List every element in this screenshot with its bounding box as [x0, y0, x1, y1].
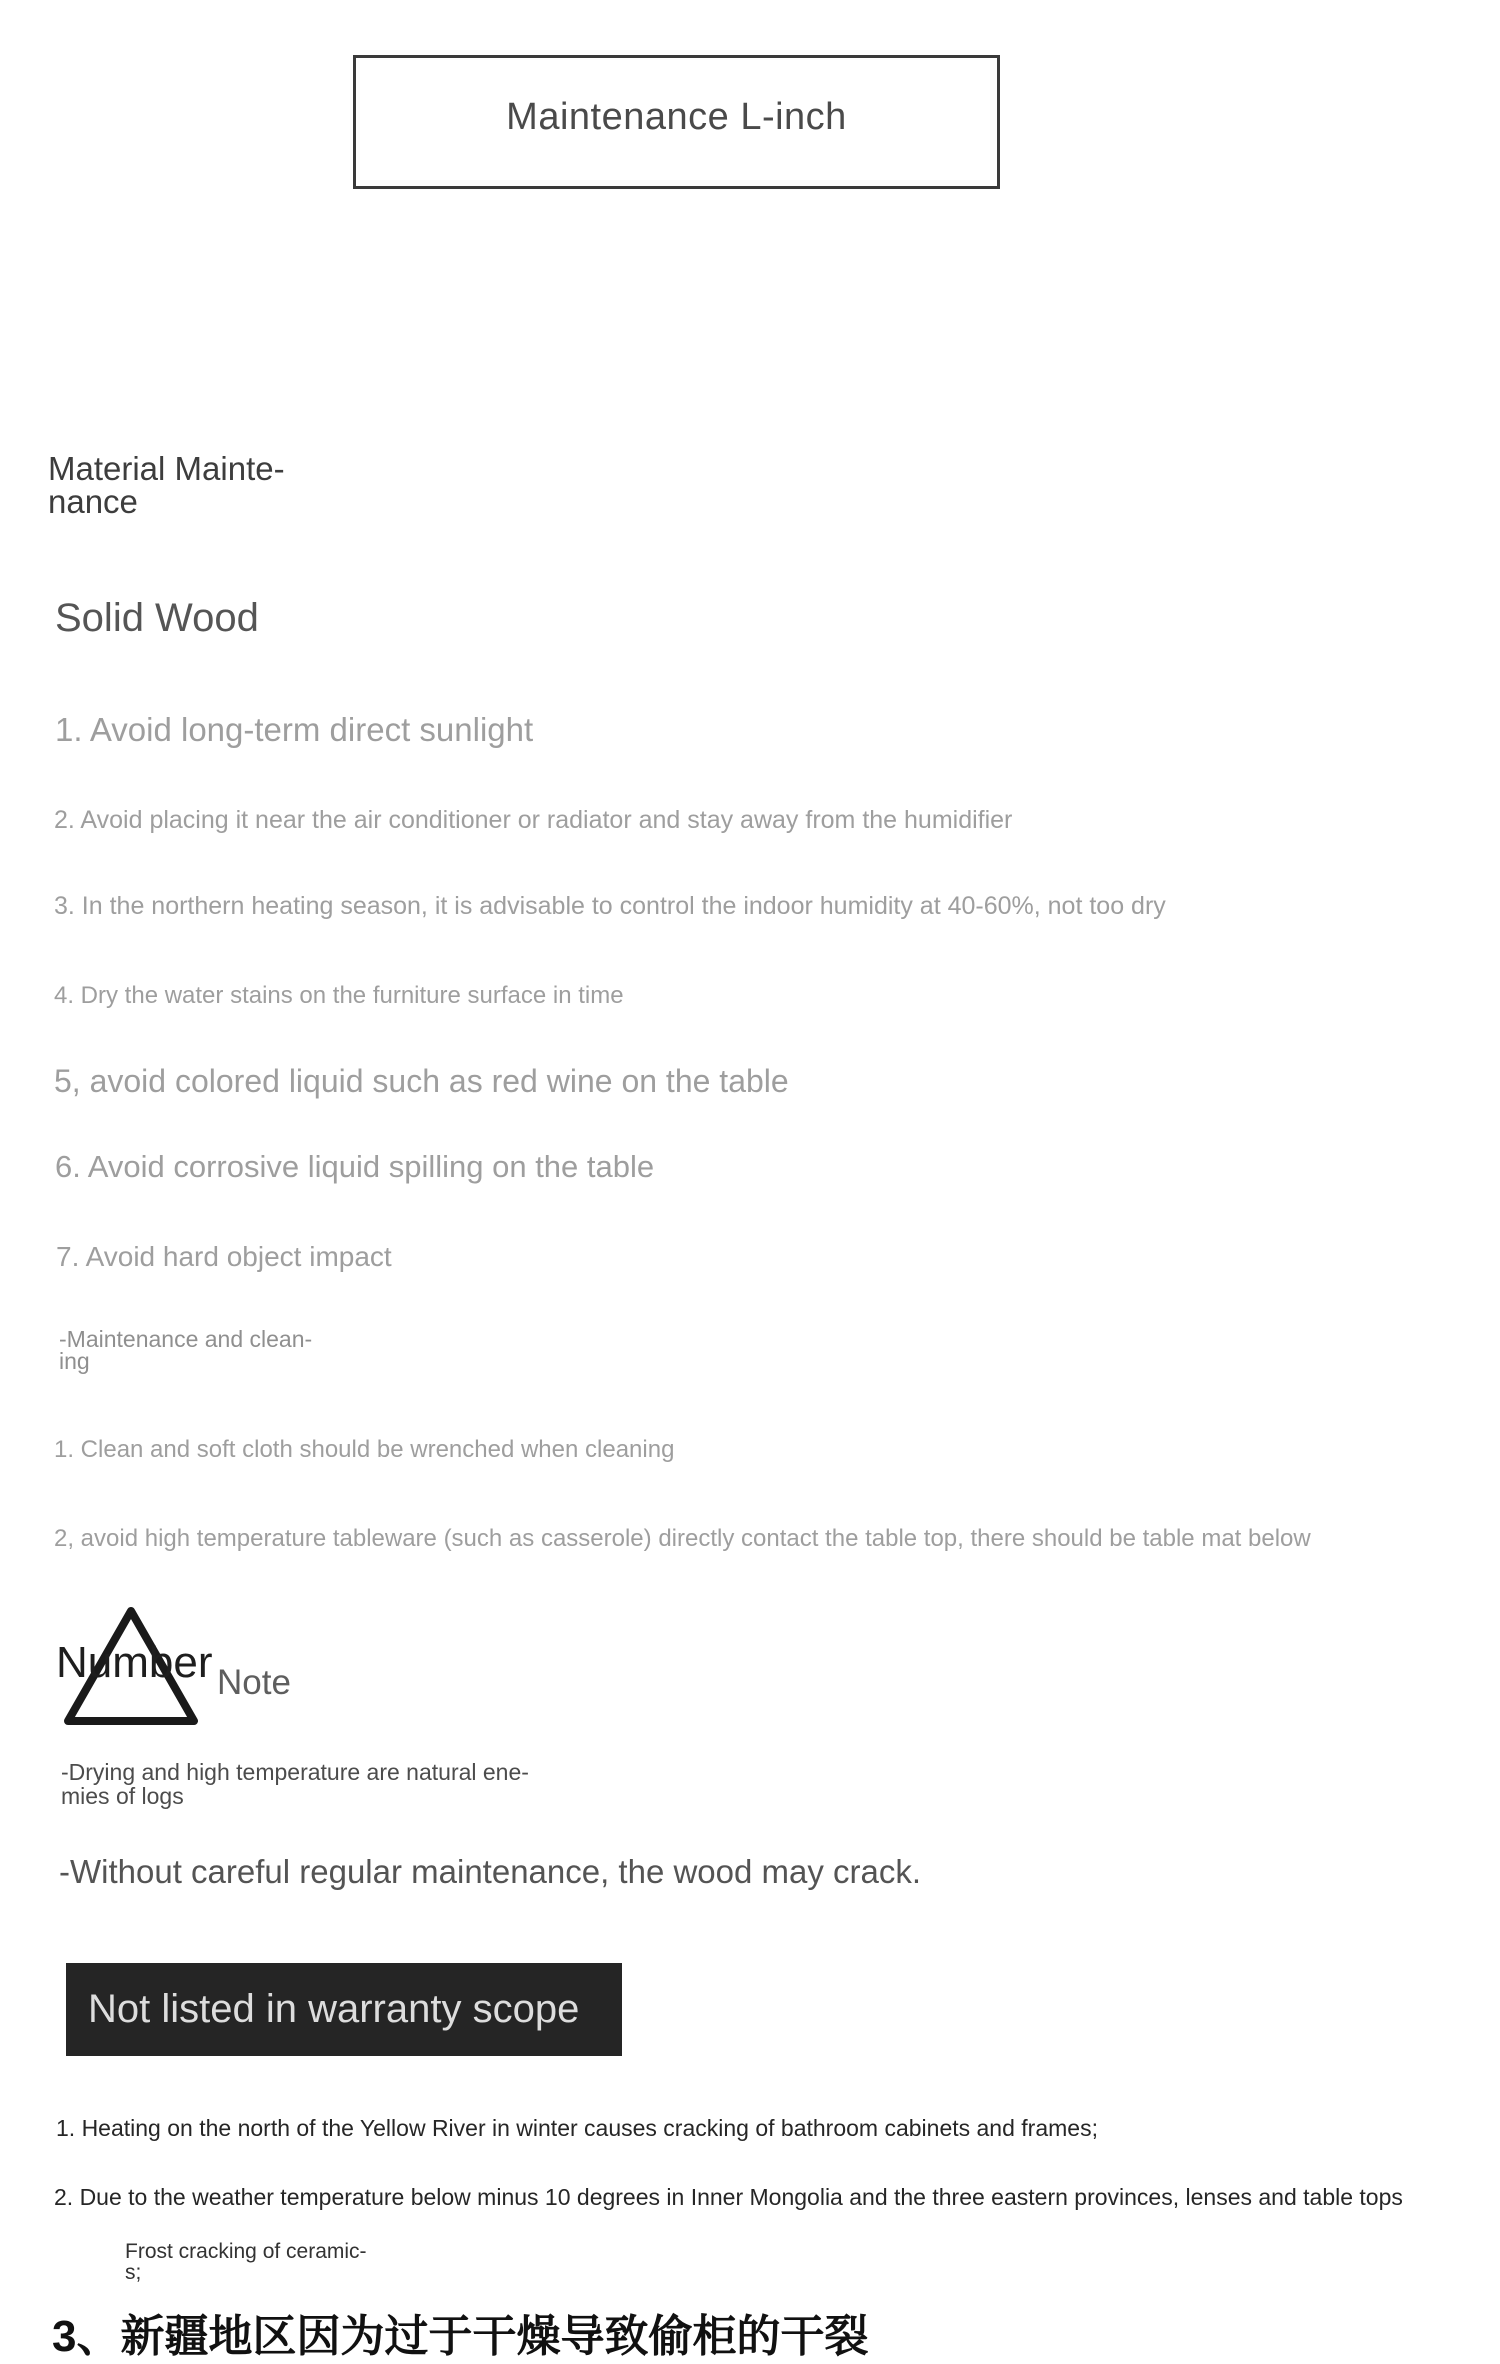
warranty-item: 1. Heating on the north of the Yellow River in winter causes cracking of bathroom cabinets and frames; [56, 2115, 1098, 2141]
warranty-badge-label: Not listed in warranty scope [88, 1987, 580, 2031]
warning-note: -Without careful regular maintenance, the wood may crack. [59, 1853, 922, 1890]
section-subtitle: Solid Wood [55, 596, 259, 640]
care-tip: 3. In the northern heating season, it is advisable to control the indoor humidity at 40-60%, not too dry [54, 892, 1166, 920]
warranty-item: 3、新疆地区因为过于干燥导致偷柜的干裂 [52, 2312, 869, 2361]
warranty-item: 2. Due to the weather temperature below minus 10 degrees in Inner Mongolia and the three eastern provinces, lenses and table tops [54, 2184, 1403, 2210]
warranty-badge [66, 1963, 622, 2056]
care-tip: 1. Avoid long-term direct sunlight [55, 711, 534, 748]
care-tip: 2. Avoid placing it near the air conditioner or radiator and stay away from the humidifier [54, 806, 1013, 834]
maintenance-item: 1. Clean and soft cloth should be wrenched when cleaning [54, 1436, 675, 1463]
care-tip: 5, avoid colored liquid such as red wine on the table [54, 1063, 789, 1099]
header-title: Maintenance L-inch [506, 96, 847, 138]
care-tip: 6. Avoid corrosive liquid spilling on the table [55, 1149, 655, 1184]
header-box [353, 55, 1000, 189]
warning-number-label: Number [56, 1638, 213, 1687]
maintenance-item: 2, avoid high temperature tableware (such as casserole) directly contact the table top, there should be table mat below [54, 1525, 1311, 1552]
care-tip: 4. Dry the water stains on the furniture surface in time [54, 982, 624, 1009]
section-title: Material Mainte- nance [48, 450, 285, 520]
warranty-item: Frost cracking of ceramic- s; [125, 2240, 367, 2284]
care-tip: 7. Avoid hard object impact [56, 1241, 392, 1272]
warning-note-label: Note [217, 1663, 291, 1702]
warning-note: -Drying and high temperature are natural ene- mies of logs [61, 1759, 529, 1809]
maintenance-title: -Maintenance and clean- ing [59, 1326, 313, 1374]
